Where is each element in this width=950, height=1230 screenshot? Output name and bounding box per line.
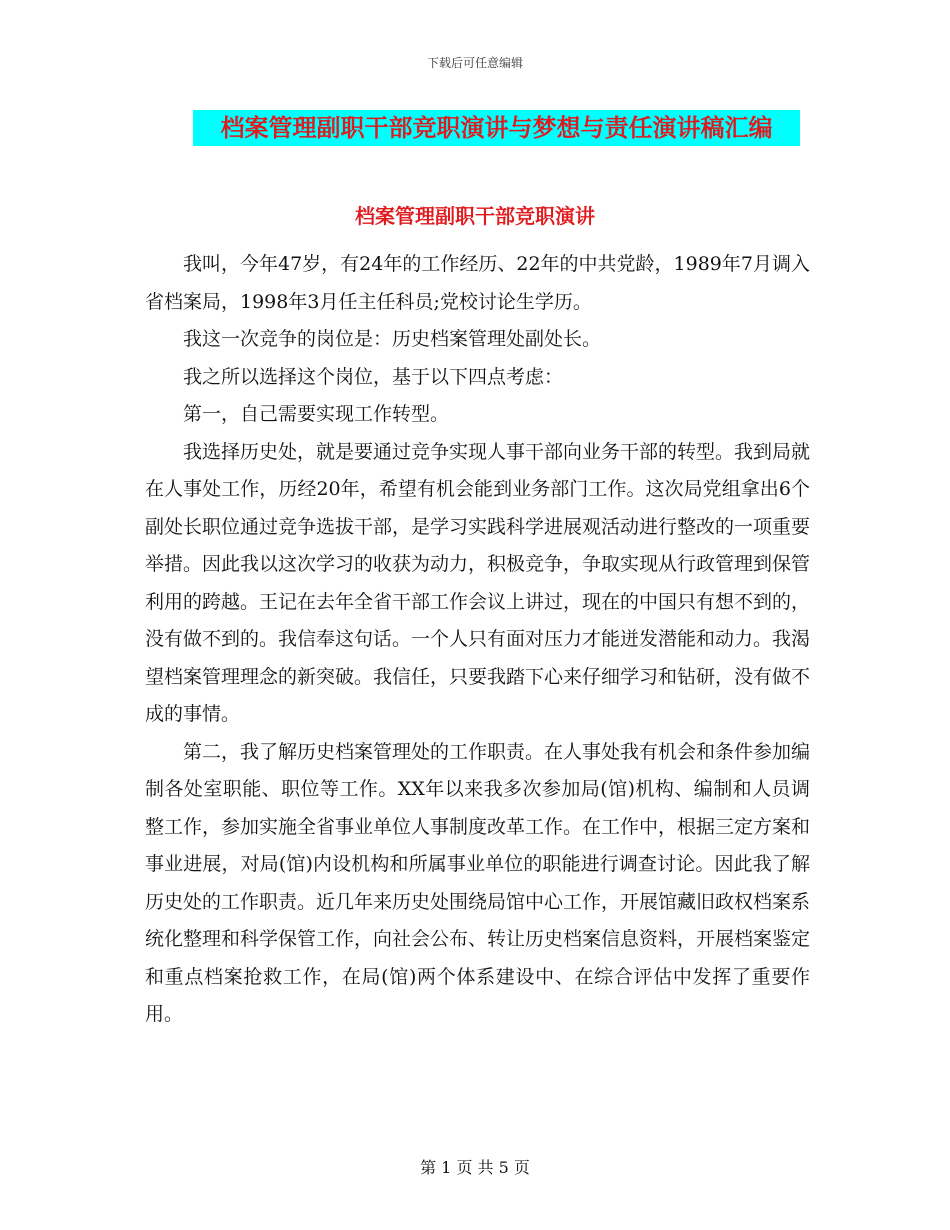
paragraph-reason-two: 第二，我了解历史档案管理处的工作职责。在人事处我有机会和条件参加编制各处室职能、职位等工作。XX年以来我多次参加局(馆)机构、编制和人员调整工作，参加实施全省事业单位人事制度改革工作。在工作中，根据三定方案和事业进展，对局(馆)内设机构和所属事业单位的职能进行调查讨论。因此我了解历史处的工作职责。近几年来历史处围绕局馆中心工作，开展馆藏旧政权档案系统化整理和科学保管工作，向社会公布、转让历史档案信息资料，开展档案鉴定和重点档案抢救工作，在局(馆)两个体系建设中、在综合评估中发挥了重要作用。 [145, 740, 811, 1025]
paragraph-reason-one-body: 我选择历史处，就是要通过竞争实现人事干部向业务干部的转型。我到局就在人事处工作，历经20年，希望有机会能到业务部门工作。这次局党组拿出6个副处长职位通过竞争选拔干部，是学习实践科学进展观活动进行整改的一项重要举措。因此我以这次学习的收获为动力，积极竞争，争取实现从行政管理到保管利用的跨越。王记在去年全省干部工作会议上讲过，现在的中国只有想不到的，没有做不到的。我信奉这句话。一个人只有面对压力才能迸发潜能和动力。我渴望档案管理理念的新突破。我信任，只要我踏下心来仔细学习和钻研，没有做不成的事情。 [145, 440, 811, 725]
page-number-footer: 第 1 页 共 5 页 [420, 1158, 530, 1177]
page-header-note: 下载后可任意编辑 [426, 56, 523, 70]
paragraph-intro: 我叫，今年47岁，有24年的工作经历、22年的中共党龄，1989年7月调入省档案局，1998年3月任主任科员;党校讨论生学历。 [145, 253, 810, 313]
document-title: 档案管理副职干部竞职演讲与梦想与责任演讲稿汇编 [193, 110, 800, 146]
paragraph-reason-one-heading: 第一，自己需要实现工作转型。 [183, 403, 450, 425]
document-body [145, 246, 810, 1034]
paragraph-position: 我这一次竞争的岗位是：历史档案管理处副处长。 [183, 328, 602, 350]
paragraph-reasons-lead: 我之所以选择这个岗位，基于以下四点考虑： [183, 365, 564, 388]
section-title: 档案管理副职干部竞职演讲 [355, 204, 595, 228]
